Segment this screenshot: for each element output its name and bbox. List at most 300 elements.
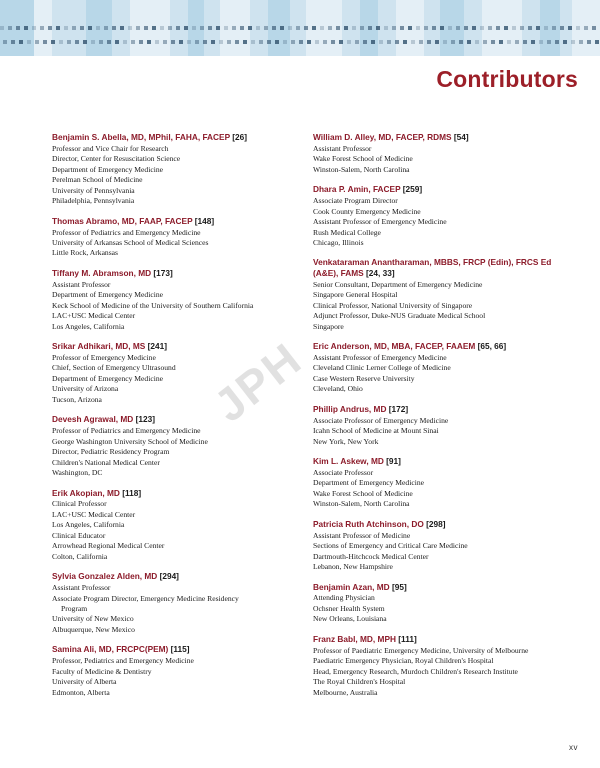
decorative-dot — [267, 40, 271, 44]
contributor-entry — [313, 132, 552, 175]
decorative-dot — [235, 40, 239, 44]
contributor-affiliation — [52, 583, 291, 635]
decorative-dot — [19, 40, 23, 44]
decorative-dot — [203, 40, 207, 44]
decorative-dot — [360, 26, 364, 30]
page-number: xv — [569, 743, 578, 752]
decorative-dot — [515, 40, 519, 44]
decorative-dot — [163, 40, 167, 44]
dot-row-lower — [0, 40, 600, 46]
contributor-affiliation — [52, 228, 291, 259]
affiliation-line: Assistant Professor of Medicine — [313, 530, 411, 540]
decorative-dot — [56, 26, 60, 30]
decorative-dot — [520, 26, 524, 30]
decorative-dot — [355, 40, 359, 44]
contributor-affiliation — [52, 353, 291, 405]
decorative-dot — [491, 40, 495, 44]
decorative-dot — [472, 26, 476, 30]
affiliation-line: Dartmouth-Hitchcock Medical Center — [313, 551, 429, 561]
decorative-dot — [232, 26, 236, 30]
contributor-affiliation — [52, 499, 291, 562]
contributor-entry — [313, 519, 552, 573]
contributor-page-refs[interactable]: [118] — [122, 487, 142, 498]
decorative-dot — [475, 40, 479, 44]
contributor-page-refs[interactable]: [65, 66] — [477, 341, 507, 352]
affiliation-line: Clinical Professor, National University of Singapore — [313, 300, 473, 310]
decorative-dot — [283, 40, 287, 44]
contributor-affiliation — [313, 531, 552, 573]
affiliation-line: Head, Emergency Research, Murdoch Children's Research Institute — [313, 666, 518, 676]
decorative-dot — [592, 26, 596, 30]
decorative-dot — [155, 40, 159, 44]
decorative-dot — [131, 40, 135, 44]
affiliation-line: Senior Consultant, Department of Emergency Medicine — [313, 279, 483, 289]
affiliation-line: Director, Center for Resuscitation Science — [52, 154, 181, 164]
decorative-dot — [51, 40, 55, 44]
decorative-dot — [264, 26, 268, 30]
affiliation-line: Clinical Professor — [52, 499, 107, 509]
decorative-dot — [347, 40, 351, 44]
contributor-page-refs[interactable]: [173] — [153, 267, 173, 278]
decorative-dot — [571, 40, 575, 44]
decorative-dot — [344, 26, 348, 30]
contributor-page-refs[interactable]: [54] — [453, 132, 469, 142]
affiliation-line: Assistant Professor of Emergency Medicine — [313, 352, 447, 362]
contributor-name: Benjamin S. Abella, MD, MPhil, FAHA, FACEP [26] — [52, 132, 248, 142]
decorative-dot — [395, 40, 399, 44]
affiliation-line: Assistant Professor — [313, 143, 372, 153]
contributor-name: Erik Akopian, MD [118] — [52, 487, 142, 498]
decorative-dot — [536, 26, 540, 30]
decorative-dot — [427, 40, 431, 44]
decorative-dot — [312, 26, 316, 30]
decorative-dot — [211, 40, 215, 44]
affiliation-line: Cleveland Clinic Lerner College of Medicine — [313, 363, 451, 373]
contributor-name: Dhara P. Amin, FACEP [259] — [313, 184, 423, 195]
contributor-entry — [52, 341, 291, 405]
decorative-dot — [328, 26, 332, 30]
decorative-dot — [160, 26, 164, 30]
affiliation-line: Professor of Pediatrics and Emergency Medicine — [52, 426, 201, 436]
contributor-affiliation — [313, 280, 552, 332]
decorative-dot — [35, 40, 39, 44]
decorative-dot — [123, 40, 127, 44]
decorative-dot — [331, 40, 335, 44]
contributor-affiliation — [313, 144, 552, 175]
decorative-dot — [195, 40, 199, 44]
decorative-dot — [416, 26, 420, 30]
decorative-dot — [304, 26, 308, 30]
decorative-dot — [88, 26, 92, 30]
decorative-dot — [352, 26, 356, 30]
decorative-dot — [291, 40, 295, 44]
decorative-dot — [275, 40, 279, 44]
decorative-dot — [280, 26, 284, 30]
contributor-page-refs[interactable]: [259] — [402, 184, 423, 195]
contributor-affiliation — [313, 646, 552, 698]
decorative-dot — [99, 40, 103, 44]
dot-row-upper — [0, 26, 600, 32]
contributor-page-refs[interactable]: [172] — [388, 403, 409, 414]
contributor-entry — [313, 404, 552, 447]
decorative-dot — [336, 26, 340, 30]
affiliation-line: LAC+USC Medical Center — [52, 311, 136, 321]
decorative-dot — [323, 40, 327, 44]
contributor-name: Eric Anderson, MD, MBA, FACEP, FAAEM [65, 66] — [313, 341, 507, 352]
contributor-affiliation — [313, 353, 552, 395]
contributor-name: Kim L. Askew, MD [91] — [313, 456, 401, 467]
decorative-dot — [459, 40, 463, 44]
contributor-entry — [52, 414, 291, 478]
contributor-entry — [52, 216, 291, 259]
contributor-name: Tiffany M. Abramson, MD [173] — [52, 267, 173, 278]
contributor-page-refs[interactable]: [148] — [194, 215, 215, 226]
contributor-name: Phillip Andrus, MD [172] — [313, 403, 409, 414]
contributor-page-refs[interactable]: [123] — [135, 414, 155, 425]
affiliation-line: University of Alberta — [52, 677, 117, 687]
decorative-dot — [192, 26, 196, 30]
decorative-dot — [48, 26, 52, 30]
contributor-page-refs[interactable]: [298] — [426, 518, 446, 529]
affiliation-line: Philadelphia, Pennsylvania — [52, 196, 135, 206]
decorative-dot — [75, 40, 79, 44]
affiliation-line: Washington, DC — [52, 468, 103, 478]
decorative-top-band — [0, 0, 600, 56]
affiliation-line: Lebanon, New Hampshire — [313, 562, 393, 572]
contributor-entry — [52, 268, 291, 332]
decorative-dot — [8, 26, 12, 30]
affiliation-line: Chief, Section of Emergency Ultrasound — [52, 363, 176, 373]
contributor-affiliation — [313, 468, 552, 510]
decorative-dot — [208, 26, 212, 30]
decorative-dot — [16, 26, 20, 30]
decorative-dot — [96, 26, 100, 30]
contributor-entry — [313, 456, 552, 510]
affiliation-line: University of New Mexico — [52, 614, 134, 624]
decorative-dot — [451, 40, 455, 44]
decorative-dot — [464, 26, 468, 30]
affiliation-line: University of Pennsylvania — [52, 185, 135, 195]
affiliation-line: Sections of Emergency and Critical Care Medicine — [313, 541, 468, 551]
decorative-dot — [384, 26, 388, 30]
affiliation-line: Assistant Professor — [52, 279, 111, 289]
affiliation-line: Winston-Salem, North Carolina — [313, 499, 410, 509]
decorative-dot — [24, 26, 28, 30]
decorative-dot — [371, 40, 375, 44]
decorative-dot — [320, 26, 324, 30]
decorative-dot — [387, 40, 391, 44]
decorative-dot — [240, 26, 244, 30]
decorative-dot — [584, 26, 588, 30]
contributor-page-refs[interactable]: [115] — [170, 644, 190, 655]
contributor-name: Patricia Ruth Atchinson, DO [298] — [313, 518, 446, 529]
contributor-name: Venkataraman Anantharaman, MBBS, FRCP (Edin), FRCS Ed (A&E), FAMS [24, 33] — [313, 257, 552, 278]
decorative-dot — [219, 40, 223, 44]
decorative-dot — [251, 40, 255, 44]
contributor-page-refs[interactable]: [24, 33] — [366, 267, 395, 278]
contributor-name: Srikar Adhikari, MD, MS [241] — [52, 341, 167, 352]
decorative-dot — [248, 26, 252, 30]
decorative-dot — [576, 26, 580, 30]
decorative-dot — [147, 40, 151, 44]
decorative-dot — [544, 26, 548, 30]
contributor-name: Benjamin Azan, MD [95] — [313, 581, 407, 592]
contributors-columns — [52, 132, 552, 707]
contributor-entry — [52, 132, 291, 207]
page-title: Contributors — [436, 66, 578, 92]
affiliation-line: University of Arizona — [52, 384, 119, 394]
decorative-dot — [456, 26, 460, 30]
decorative-dot — [368, 26, 372, 30]
decorative-dot — [379, 40, 383, 44]
decorative-dot — [0, 26, 4, 30]
decorative-dot — [539, 40, 543, 44]
decorative-dot — [547, 40, 551, 44]
decorative-dot — [227, 40, 231, 44]
decorative-dot — [560, 26, 564, 30]
affiliation-line: Arrowhead Regional Medical Center — [52, 541, 165, 551]
decorative-dot — [315, 40, 319, 44]
decorative-dot — [176, 26, 180, 30]
contributor-name: William D. Alley, MD, FACEP, RDMS [54] — [313, 132, 469, 142]
affiliation-line: Professor of Pediatrics and Emergency Medicine — [52, 227, 201, 237]
decorative-dot — [339, 40, 343, 44]
affiliation-line: Singapore — [313, 321, 344, 331]
affiliation-line: Faculty of Medicine & Dentistry — [52, 666, 152, 676]
decorative-dot — [128, 26, 132, 30]
affiliation-line: Wake Forest School of Medicine — [313, 154, 413, 164]
decorative-dot — [512, 26, 516, 30]
decorative-dot — [432, 26, 436, 30]
decorative-dot — [112, 26, 116, 30]
decorative-dot — [67, 40, 71, 44]
decorative-dot — [107, 40, 111, 44]
decorative-dot — [531, 40, 535, 44]
decorative-dot — [552, 26, 556, 30]
contributor-page-refs[interactable]: [111] — [398, 633, 417, 644]
affiliation-line: Professor and Vice Chair for Research — [52, 143, 169, 153]
affiliation-line: Attending Physician — [313, 593, 375, 603]
decorative-dot — [104, 26, 108, 30]
contributor-affiliation — [52, 426, 291, 478]
affiliation-line: New Orleans, Louisiana — [313, 614, 387, 624]
decorative-dot — [72, 26, 76, 30]
contributor-affiliation — [52, 144, 291, 207]
affiliation-line: Case Western Reserve University — [313, 373, 415, 383]
decorative-dot — [184, 26, 188, 30]
decorative-dot — [136, 26, 140, 30]
contributor-affiliation — [52, 656, 291, 698]
affiliation-line: The Royal Children's Hospital — [313, 677, 406, 687]
decorative-dot — [256, 26, 260, 30]
contributor-page-refs[interactable]: [241] — [147, 341, 167, 352]
decorative-dot — [288, 26, 292, 30]
affiliation-line: Director, Pediatric Residency Program — [52, 447, 170, 457]
decorative-dot — [216, 26, 220, 30]
contributor-affiliation — [313, 593, 552, 624]
contributor-name: Samina Ali, MD, FRCPC(PEM) [115] — [52, 644, 190, 655]
decorative-dot — [595, 40, 599, 44]
affiliation-line: Department of Emergency Medicine — [52, 373, 163, 383]
affiliation-line: Children's National Medical Center — [52, 457, 160, 467]
contributor-affiliation — [52, 280, 291, 332]
decorative-dot — [563, 40, 567, 44]
decorative-dot — [152, 26, 156, 30]
affiliation-line: Perelman School of Medicine — [52, 175, 143, 185]
decorative-dot — [64, 26, 68, 30]
affiliation-line: Associate Program Director, Emergency Medicine Residency — [52, 593, 239, 603]
affiliation-line: Rush Medical College — [313, 227, 381, 237]
decorative-dot — [179, 40, 183, 44]
contributor-entry — [52, 571, 291, 635]
affiliation-line: Professor of Emergency Medicine — [52, 353, 156, 362]
decorative-dot — [467, 40, 471, 44]
affiliation-line: Tucson, Arizona — [52, 394, 102, 404]
affiliation-line: Department of Emergency Medicine — [52, 164, 163, 174]
decorative-dot — [296, 26, 300, 30]
decorative-dot — [299, 40, 303, 44]
contributor-entry — [313, 257, 552, 332]
affiliation-line: Melbourne, Australia — [313, 687, 378, 697]
decorative-dot — [400, 26, 404, 30]
contributor-affiliation — [313, 416, 552, 447]
contributor-entry — [313, 582, 552, 625]
decorative-dot — [115, 40, 119, 44]
affiliation-line: Adjunct Professor, Duke-NUS Graduate Medical School — [313, 311, 486, 321]
affiliation-line: Keck School of Medicine of the University of Southern California — [52, 300, 254, 310]
affiliation-line: Department of Emergency Medicine — [313, 478, 424, 488]
decorative-dot — [243, 40, 247, 44]
decorative-dot — [523, 40, 527, 44]
decorative-dot — [200, 26, 204, 30]
decorative-dot — [435, 40, 439, 44]
decorative-dot — [83, 40, 87, 44]
decorative-dot — [3, 40, 7, 44]
decorative-dot — [171, 40, 175, 44]
affiliation-line: Cook County Emergency Medicine — [313, 206, 421, 216]
affiliation-line: Associate Professor — [313, 467, 374, 477]
contributor-page-refs[interactable]: [294] — [159, 571, 179, 582]
decorative-dot — [139, 40, 143, 44]
watermark: JPH — [204, 332, 312, 432]
decorative-dot — [363, 40, 367, 44]
affiliation-line: Colton, California — [52, 551, 108, 561]
contributor-entry — [313, 341, 552, 395]
affiliation-line: Albuquerque, New Mexico — [52, 624, 135, 634]
decorative-dot — [568, 26, 572, 30]
decorative-dot — [259, 40, 263, 44]
decorative-dot — [504, 26, 508, 30]
decorative-dot — [499, 40, 503, 44]
affiliation-line: Ochsner Health System — [313, 603, 385, 613]
affiliation-line: Assistant Professor of Emergency Medicine — [313, 217, 447, 227]
decorative-dot — [91, 40, 95, 44]
decorative-dot — [579, 40, 583, 44]
contributor-page-refs[interactable]: [95] — [391, 581, 407, 592]
affiliation-line: Associate Professor of Emergency Medicine — [313, 415, 449, 425]
affiliation-line: Associate Program Director — [313, 196, 398, 206]
decorative-dot — [403, 40, 407, 44]
decorative-dot — [408, 26, 412, 30]
affiliation-line: University of Arkansas School of Medical Sciences — [52, 238, 209, 247]
affiliation-line: Professor, Pediatrics and Emergency Medicine — [52, 656, 194, 666]
affiliation-line: Chicago, Illinois — [313, 238, 364, 247]
decorative-dot — [528, 26, 532, 30]
affiliation-line: Clinical Educator — [52, 530, 106, 540]
decorative-dot — [440, 26, 444, 30]
decorative-dot — [59, 40, 63, 44]
affiliation-line: Los Angeles, California — [52, 321, 125, 331]
contributor-entry — [313, 634, 552, 698]
affiliation-line: Los Angeles, California — [52, 520, 125, 530]
decorative-dot — [587, 40, 591, 44]
decorative-dot — [419, 40, 423, 44]
affiliation-line: Department of Emergency Medicine — [52, 290, 163, 300]
affiliation-line: New York, New York — [313, 436, 379, 446]
decorative-dot — [307, 40, 311, 44]
contributor-page-refs[interactable]: [26] — [232, 132, 248, 142]
decorative-dot — [424, 26, 428, 30]
decorative-dot — [411, 40, 415, 44]
affiliation-line: Professor of Paediatric Emergency Medicine, University of Melbourne — [313, 645, 529, 655]
decorative-dot — [496, 26, 500, 30]
affiliation-line: Paediatric Emergency Physician, Royal Children's Hospital — [313, 656, 494, 666]
contributor-affiliation — [313, 196, 552, 248]
affiliation-line: Winston-Salem, North Carolina — [313, 164, 410, 174]
affiliation-line: George Washington University School of Medicine — [52, 436, 208, 446]
contributor-name: Thomas Abramo, MD, FAAP, FACEP [148] — [52, 215, 215, 226]
contributors-column-left — [52, 132, 291, 707]
decorative-dot — [480, 26, 484, 30]
affiliation-line: Cleveland, Ohio — [313, 384, 363, 394]
contributor-name: Franz Babl, MD, MPH [111] — [313, 633, 417, 644]
decorative-dot — [507, 40, 511, 44]
decorative-dot — [443, 40, 447, 44]
decorative-dot — [168, 26, 172, 30]
decorative-dot — [272, 26, 276, 30]
decorative-dot — [120, 26, 124, 30]
decorative-dot — [43, 40, 47, 44]
decorative-dot — [32, 26, 36, 30]
decorative-dot — [555, 40, 559, 44]
decorative-dot — [376, 26, 380, 30]
decorative-dot — [80, 26, 84, 30]
affiliation-line: Assistant Professor — [52, 583, 111, 593]
decorative-dot — [392, 26, 396, 30]
affiliation-line: Icahn School of Medicine at Mount Sinai — [313, 426, 439, 436]
decorative-dot — [187, 40, 191, 44]
decorative-dot — [11, 40, 15, 44]
contributor-entry — [52, 644, 291, 698]
affiliation-line: Program — [61, 604, 88, 614]
contributors-column-right — [313, 132, 552, 707]
contributor-entry — [313, 184, 552, 248]
contributor-name: Sylvia Gonzalez Alden, MD [294] — [52, 571, 179, 582]
affiliation-line: Edmonton, Alberta — [52, 687, 110, 697]
decorative-dot — [27, 40, 31, 44]
decorative-dot — [224, 26, 228, 30]
contributor-name: Devesh Agrawal, MD [123] — [52, 414, 155, 425]
contributor-entry — [52, 488, 291, 563]
decorative-dot — [488, 26, 492, 30]
decorative-dot — [144, 26, 148, 30]
decorative-dot — [40, 26, 44, 30]
affiliation-line: Singapore General Hospital — [313, 290, 398, 300]
affiliation-line: LAC+USC Medical Center — [52, 509, 136, 519]
contributor-page-refs[interactable]: [91] — [386, 456, 401, 467]
affiliation-line: Little Rock, Arkansas — [52, 248, 119, 258]
affiliation-line: Wake Forest School of Medicine — [313, 488, 413, 498]
